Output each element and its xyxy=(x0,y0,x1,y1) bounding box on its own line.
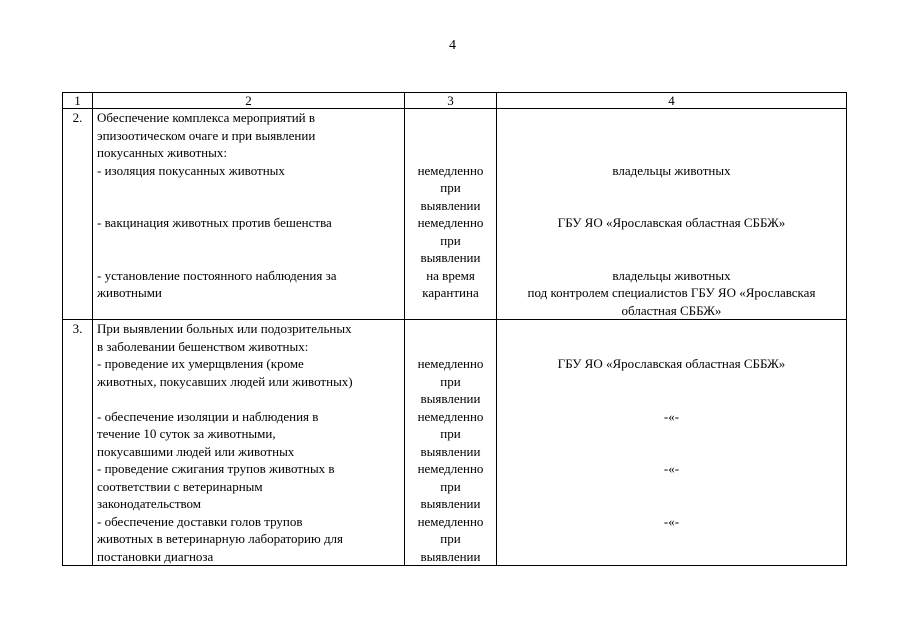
measure-item: - проведение их умерщвления (кроме животных, покусавших людей или животных) xyxy=(97,356,353,389)
deadline: немедленно при выявлении xyxy=(417,162,484,213)
measure-intro: При выявлении больных или подозрительных в заболевании бешенством животных: xyxy=(97,321,352,354)
executor: ГБУ ЯО «Ярославская областная СББЖ» xyxy=(557,356,786,371)
measure-intro: Обеспечение комплекса мероприятий в эпизоотическом очаге и при выявлении покусанных животных: xyxy=(97,110,316,160)
measure-item: - обеспечение изоляции и наблюдения в течение 10 суток за животными, покусавшими людей или животных xyxy=(97,408,319,459)
executor: ГБУ ЯО «Ярославская областная СББЖ» xyxy=(557,215,786,230)
measure-item: - проведение сжигания трупов животных в соответствии с ветеринарным законодательством xyxy=(97,461,335,511)
time-cell xyxy=(405,320,497,566)
spacer xyxy=(501,109,842,162)
measures-table xyxy=(62,92,847,566)
spacer xyxy=(409,109,492,162)
time-cell xyxy=(405,109,497,320)
measure-cell xyxy=(93,320,405,566)
deadline: немедленно при выявлении xyxy=(417,513,484,564)
table-row xyxy=(63,109,847,320)
deadline: немедленно при выявлении xyxy=(417,215,484,265)
executor: -«- xyxy=(663,408,680,424)
executor: -«- xyxy=(663,513,680,529)
measure-item: - обеспечение доставки голов трупов животных в ветеринарную лабораторию для постановки диагноза xyxy=(97,513,344,564)
spacer xyxy=(409,320,492,355)
table-body xyxy=(63,109,847,566)
header-col-3: 3 xyxy=(405,93,497,109)
header-col-4: 4 xyxy=(497,93,847,109)
executor: -«- xyxy=(663,461,680,476)
deadline: немедленно при выявлении xyxy=(417,356,484,406)
page-number: 4 xyxy=(449,38,456,53)
row-number: 3. xyxy=(63,320,93,566)
executor-cell xyxy=(497,109,847,320)
executor-cell xyxy=(497,320,847,566)
measure-cell xyxy=(93,109,405,320)
header-col-1: 1 xyxy=(63,93,93,109)
deadline: немедленно при выявлении xyxy=(417,461,484,511)
deadline: немедленно при выявлении xyxy=(417,408,484,459)
header-row xyxy=(63,93,847,109)
spacer xyxy=(501,320,842,355)
row-number: 2. xyxy=(63,109,93,320)
executor: владельцы животных под контролем специалистов ГБУ ЯО «Ярославская областная СББЖ» xyxy=(527,267,816,318)
measure-item: - изоляция покусанных животных xyxy=(97,162,285,178)
executor: владельцы животных xyxy=(612,162,731,178)
header-col-2: 2 xyxy=(93,93,405,109)
deadline: на время карантина xyxy=(422,267,479,300)
table-row xyxy=(63,320,847,566)
measure-item: - вакцинация животных против бешенства xyxy=(97,215,332,230)
measure-item: - установление постоянного наблюдения за животными xyxy=(97,267,337,300)
